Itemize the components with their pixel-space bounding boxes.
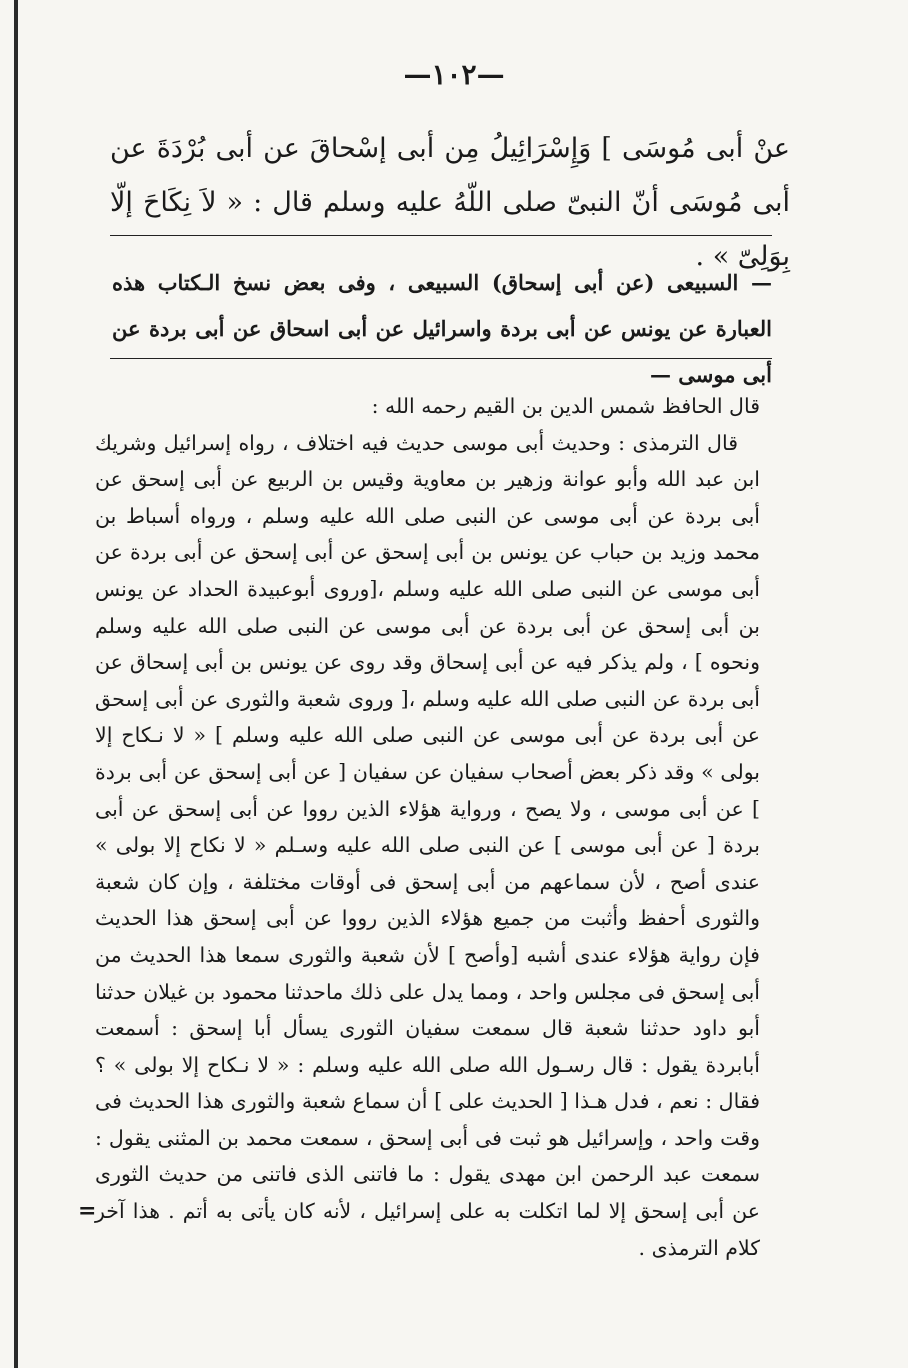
commentary-paragraph: قال الترمذى : وحديث أبى موسى حديث فيه اختلاف ، رواه إسرائيل وشريك ابن عبد الله وأبو عوانة وزهير بن معاوية وقيس بن الربيع عن أبى إسحق عن أبى بردة عن أبى موسى عن النبى صلى الله عليه وسلم ، ورواه أسباط بن محمد وزيد بن حباب عن يونس بن أبى إسحق عن أبى إسحق عن أبى بردة عن أبى موسى عن النبى صلى الله عليه وسلم ،[وروى أبوعبيدة الحداد عن يونس بن أبى إسحق عن أبى بردة عن أبى موسى عن النبى صلى الله عليه وسلم ونحوه ] ، ولم يذكر فيه عن أبى إسحاق وقد روى عن يونس بن أبى إسحاق عن أبى بردة عن النبى صلى الله عليه وسلم ،[ وروى شعبة والثورى عن أبى إسحق عن أبى بردة عن أبى موسى عن النبى صلى الله عليه وسلم ] « لا نـكاح إلا بولى » وقد ذكر بعض أصحاب سفيان عن سفيان [ عن أبى إسحق عن أبى بردة ] عن أبى موسى ، ولا يصح ، ورواية هؤلاء الذين رووا عن أبى إسحق عن أبى بردة [ عن أبى موسى ] عن النبى صلى الله عليه وسـلم « لا نكاح إلا بولى » عندى أصح ، لأن سماعهم من أبى إسحق فى أوقات مختلفة ، وإن كان شعبة والثورى أحفظ وأثبت من جميع هؤلاء الذين رووا عن أبى إسحق هذا الحديث فإن رواية هؤلاء عندى أشبه [وأصح ] لأن شعبة والثورى سمعا هذا الحديث من أبى إسحق فى مجلس واحد ، ومما يدل على ذلك ماحدثنا محمود بن غيلان حدثنا أبو داود حدثنا شعبة قال سمعت سفيان الثورى يسأل أبا إسحق : أسمعت أبابردة يقول : قال رسـول الله صلى الله عليه وسلم : « لا نـكاح إلا بولى » ؟ فقال : نعم ، فدل هـذا [ الحديث على ] أن سماع شعبة والثورى هذا الحديث فى وقت واحد ، وإسرائيل هو ثبت فى أبى إسحق ، سمعت محمد بن المثنى يقول : سمعت عبد الرحمن ابن مهدى يقول : ما فاتنى الذى فاتنى من حديث الثورى عن أبى إسحق إلا لما اتكلت به على إسرائيل ، لأنه كان يأتى به أتم . هذا آخر كلام الترمذى . bbox=[95, 430, 760, 1260]
end-mark: = bbox=[78, 1198, 97, 1224]
main-text-paragraph: عنْ أبى مُوسَى ] وَإِسْرَائِيلُ مِن أبى إسْحاقَ عن أبى بُرْدَةَ عن أبى مُوسَى أنّ النبىّ صلى اللّهُ عليه وسلم قال : « لاَ نِكَاحَ إلّا بِوَلِىّ » . bbox=[110, 133, 790, 272]
footnote-paragraph: — السبيعى (عن أبى إسحاق) السبيعى ، وفى بعض نسخ الـكتاب هذه العبارة عن يونس عن أبى بردة واسرائيل عن أبى اسحاق عن أبى بردة عن أبى موسى — bbox=[112, 270, 772, 387]
commentary-heading: قال الحافظ شمس الدين بن القيم رحمه الله : bbox=[371, 394, 760, 418]
footnote-block bbox=[112, 260, 772, 398]
page-number: —١٠٢— bbox=[403, 58, 505, 91]
footnote-top-rule bbox=[110, 235, 772, 236]
page-binding-edge bbox=[14, 0, 18, 1368]
commentary-top-rule bbox=[110, 358, 772, 359]
commentary-block bbox=[95, 388, 760, 1266]
